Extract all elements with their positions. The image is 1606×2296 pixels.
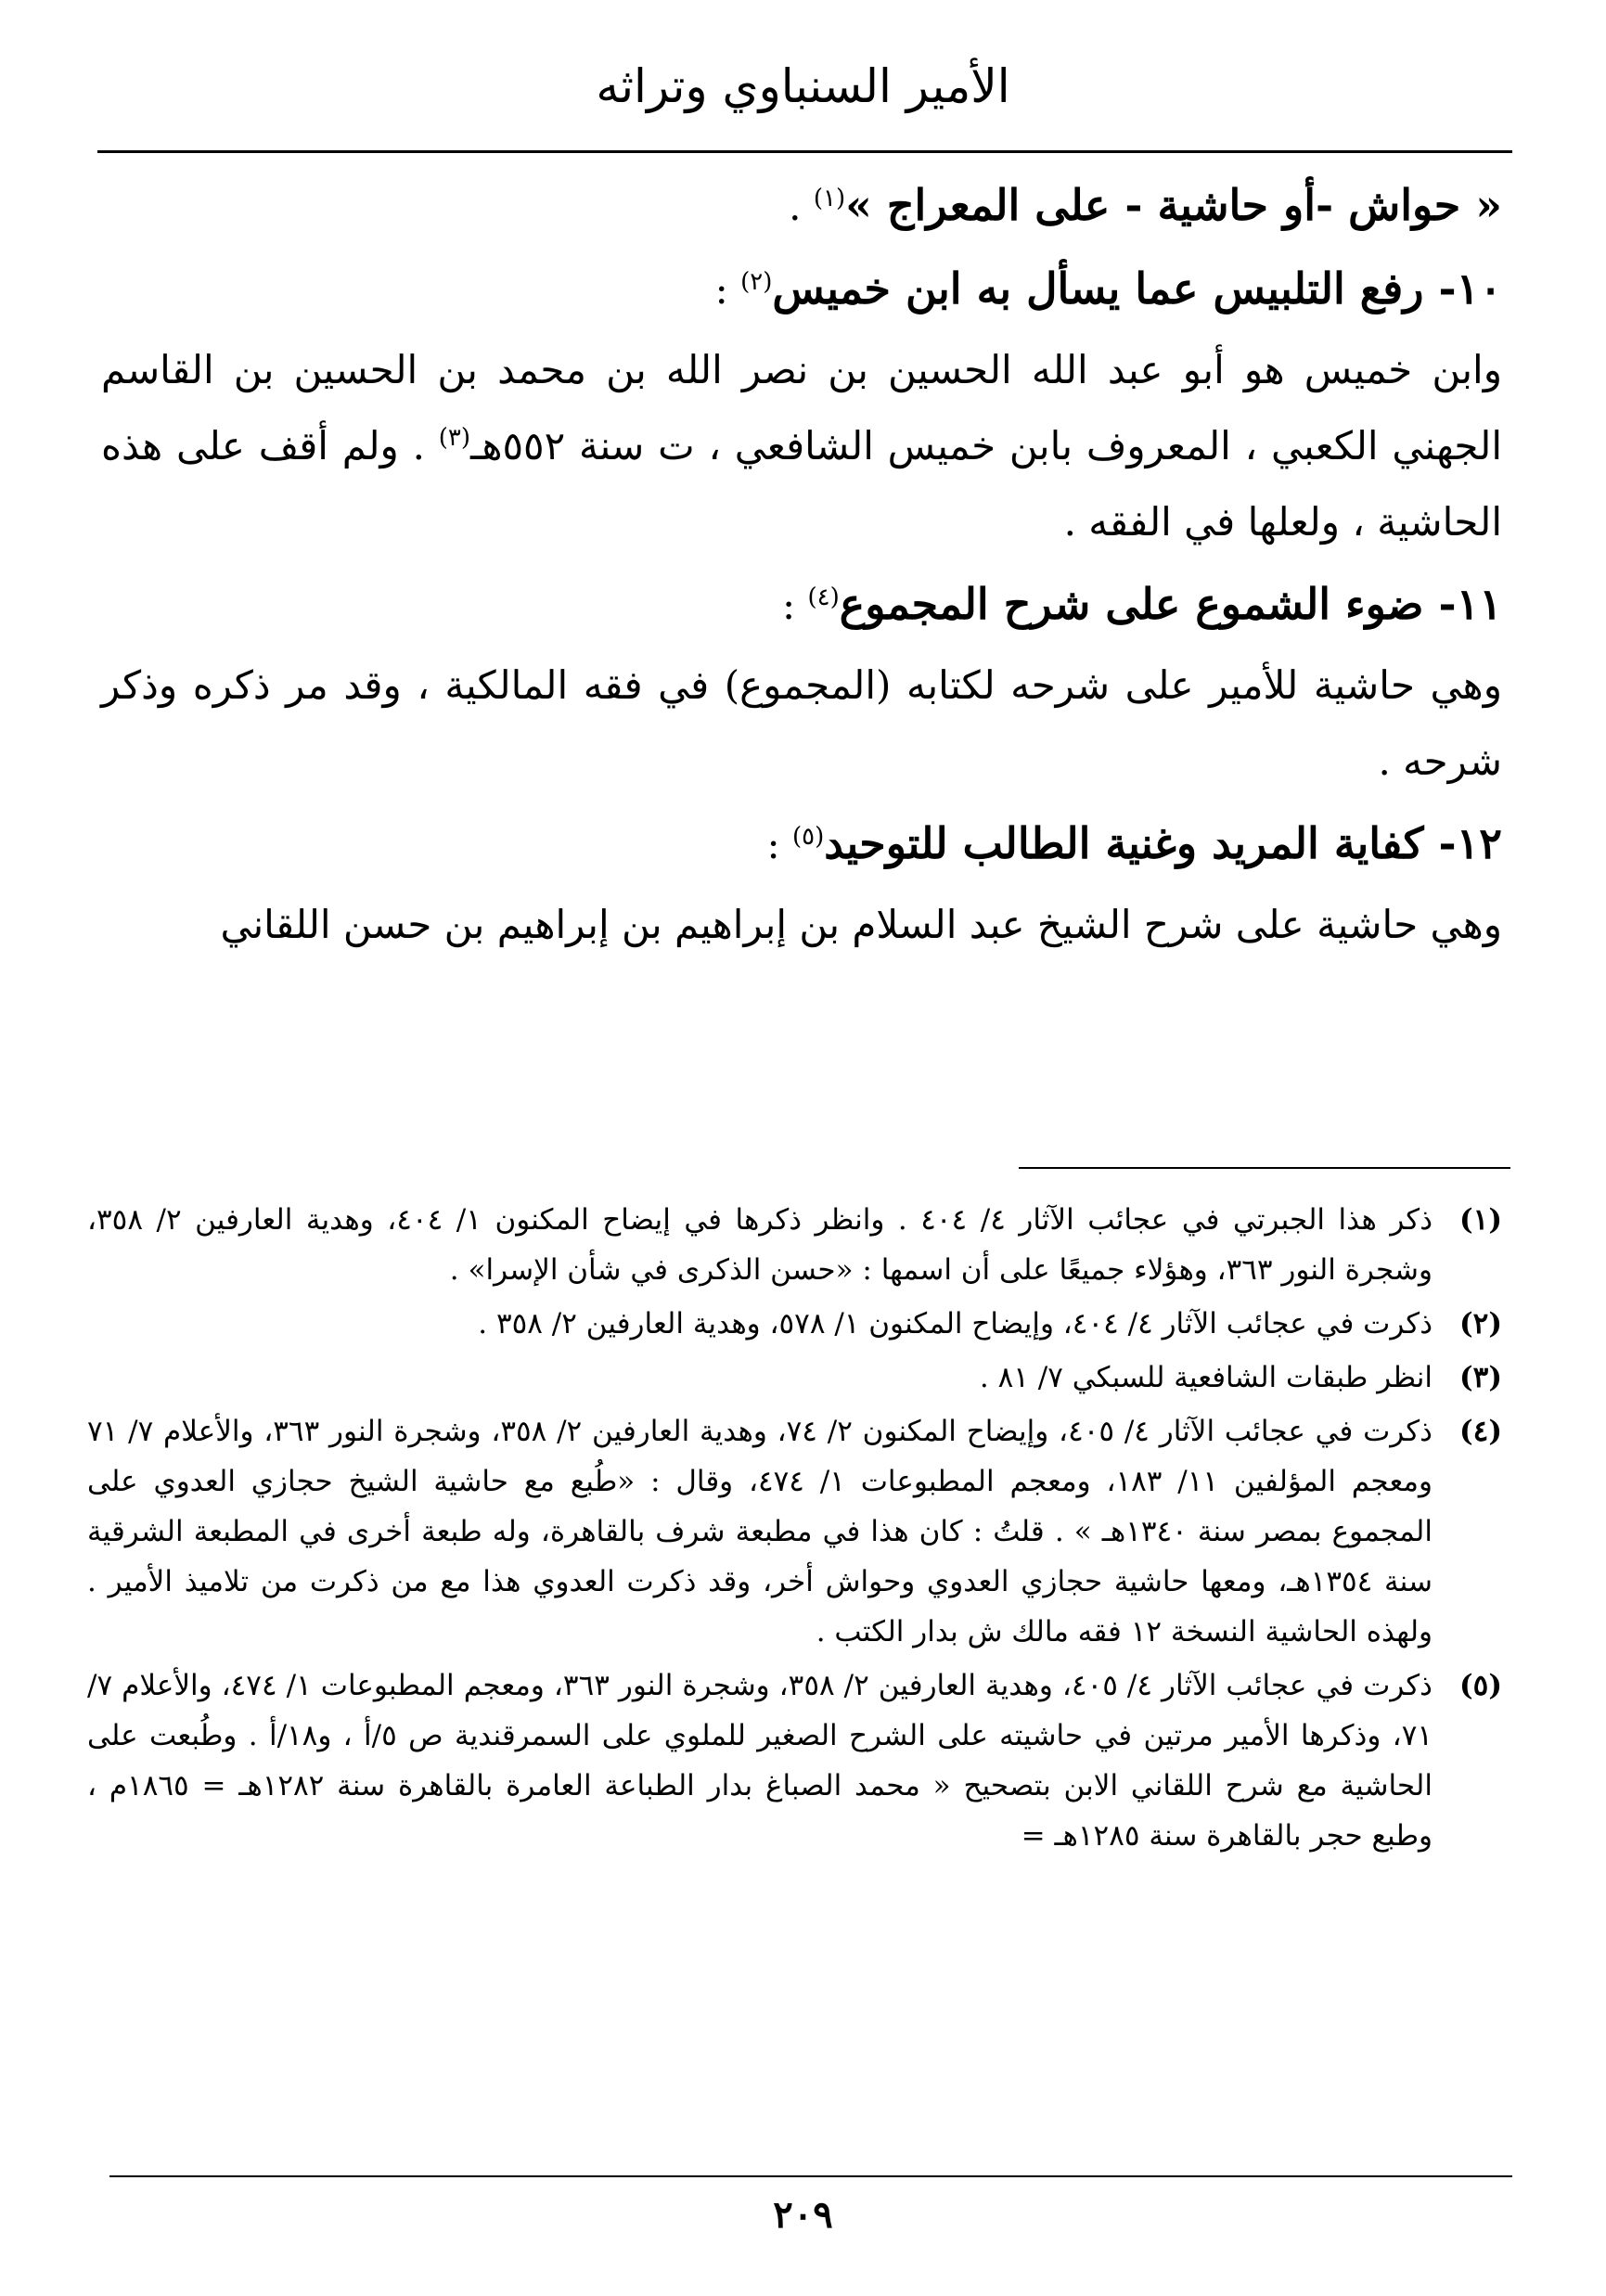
running-title: الأمير السنباوي وتراثه bbox=[596, 59, 1010, 113]
footnote-ref-4[interactable]: (٤) bbox=[807, 584, 840, 611]
footnote-number: (٢) bbox=[1459, 1307, 1502, 1340]
footnote-number: (١) bbox=[1459, 1203, 1502, 1237]
header-rule bbox=[97, 150, 1512, 153]
footnote-number: (٣) bbox=[1459, 1361, 1502, 1394]
footnote-5 bbox=[87, 1661, 1502, 1861]
item-12-colon: : bbox=[766, 822, 792, 867]
footnote-ref-2[interactable]: (٢) bbox=[740, 268, 773, 296]
footnote-text: ذكرت في عجائب الآثار ٤/ ٤٠٥، وإيضاح المكنون ٢/ ٧٤، وهدية العارفين ٢/ ٣٥٨، وشجرة النور ٣٦٣، والأعلام ٧/ ٧١ ومعجم المؤلفين ١١/ ١٨٣، ومعجم المطبوعات ١/ ٤٧٤، وقال : «طُبع مع حاشية الشيخ حجازي العدوي على المجموع بمصر سنة ١٣٤٠هـ » . قلتُ : كان هذا في مطبعة شرف بالقاهرة، وله طبعة أخرى في المطبعة الشرقية سنة ١٣٥٤هـ، ومعها حاشية حجازي العدوي وحواش أخر، وقد ذكرت العدوي هذا مع من ذكرت من تلاميذ الأمير . ولهذه الحاشية النسخة ١٢ فقه مالك ش بدار الكتب . bbox=[87, 1415, 1433, 1648]
item-10-paragraph bbox=[101, 332, 1502, 560]
footnote-text: انظر طبقات الشافعية للسبكي ٧/ ٨١ . bbox=[979, 1361, 1433, 1394]
footnote-2 bbox=[87, 1299, 1502, 1349]
item-11-heading bbox=[101, 566, 1502, 644]
item-11-colon: : bbox=[782, 583, 808, 628]
page-number: ٢٠٩ bbox=[773, 2193, 833, 2237]
footnote-separator bbox=[1019, 1167, 1510, 1169]
footnote-ref-3[interactable]: (٣) bbox=[438, 424, 471, 452]
footnotes bbox=[87, 1195, 1502, 1865]
item-10-text-b: . ولم أقف على هذه الحاشية ، ولعلها في الفقه . bbox=[101, 423, 1502, 545]
intro-title: « حواش -أو حاشية - على المعراج » bbox=[845, 180, 1502, 230]
item-12-paragraph: وهي حاشية على شرح الشيخ عبد السلام بن إبراهيم بن إبراهيم بن حسن اللقاني bbox=[220, 902, 1502, 947]
item-10-text-a: وابن خميس هو أبو عبد الله الحسين بن نصر الله بن محمد بن الحسين بن القاسم الجهني الكعبي ، المعروف بابن خميس الشافعي ، ت سنة ٥٥٢هـ bbox=[101, 347, 1503, 468]
intro-line bbox=[101, 167, 1502, 245]
item-11-title: ١١- ضوء الشموع على شرح المجموع bbox=[839, 579, 1502, 629]
footnote-text: ذكرت في عجائب الآثار ٤/ ٤٠٤، وإيضاح المكنون ١/ ٥٧٨، وهدية العارفين ٢/ ٣٥٨ . bbox=[478, 1307, 1433, 1340]
footnote-number: (٤) bbox=[1459, 1415, 1502, 1448]
main-text bbox=[101, 167, 1502, 963]
footnote-text: ذكرت في عجائب الآثار ٤/ ٤٠٥، وهدية العارفين ٢/ ٣٥٨، وشجرة النور ٣٦٣، ومعجم المطبوعات ١/ ٤٧٤، والأعلام ٧/ ٧١، وذكرها الأمير مرتين في حاشيته على الشرح الصغير للملوي على السمرقندية ص ٥/أ ، و١٨/أ . وطُبعت على الحاشية مع شرح اللقاني الابن بتصحيح « محمد الصباغ بدار الطباعة العامرة بالقاهرة سنة ١٢٨٢هـ = ١٨٦٥م ، وطبع حجر بالقاهرة سنة ١٢٨٥هـ = bbox=[87, 1669, 1433, 1853]
footnote-1 bbox=[87, 1195, 1502, 1295]
item-10-colon: : bbox=[714, 267, 741, 313]
footnote-4 bbox=[87, 1406, 1502, 1657]
footnote-text: ذكر هذا الجبرتي في عجائب الآثار ٤/ ٤٠٤ . وانظر ذكرها في إيضاح المكنون ١/ ٤٠٤، وهدية العارفين ٢/ ٣٥٨، وشجرة النور ٣٦٣، وهؤلاء جميعًا على أن اسمها : «حسن الذكرى في شأن الإسرا» . bbox=[87, 1203, 1433, 1287]
footnote-ref-1[interactable]: (١) bbox=[813, 185, 846, 212]
item-11-paragraph: وهي حاشية للأمير على شرحه لكتابه (المجموع) في فقه المالكية ، وقد مر ذكره وذكر شرحه . bbox=[101, 662, 1502, 784]
footnote-3 bbox=[87, 1353, 1502, 1403]
item-10-heading bbox=[101, 250, 1502, 328]
item-12-heading bbox=[101, 805, 1502, 883]
item-12-title: ١٢- كفاية المريد وغنية الطالب للتوحيد bbox=[824, 818, 1502, 868]
item-10-title: ١٠- رفع التلبيس عما يسأل به ابن خميس bbox=[772, 263, 1502, 314]
footer-rule bbox=[109, 2175, 1512, 2177]
footnote-ref-5[interactable]: (٥) bbox=[791, 823, 825, 851]
intro-end: . bbox=[789, 184, 814, 229]
footnote-number: (٥) bbox=[1459, 1669, 1502, 1702]
